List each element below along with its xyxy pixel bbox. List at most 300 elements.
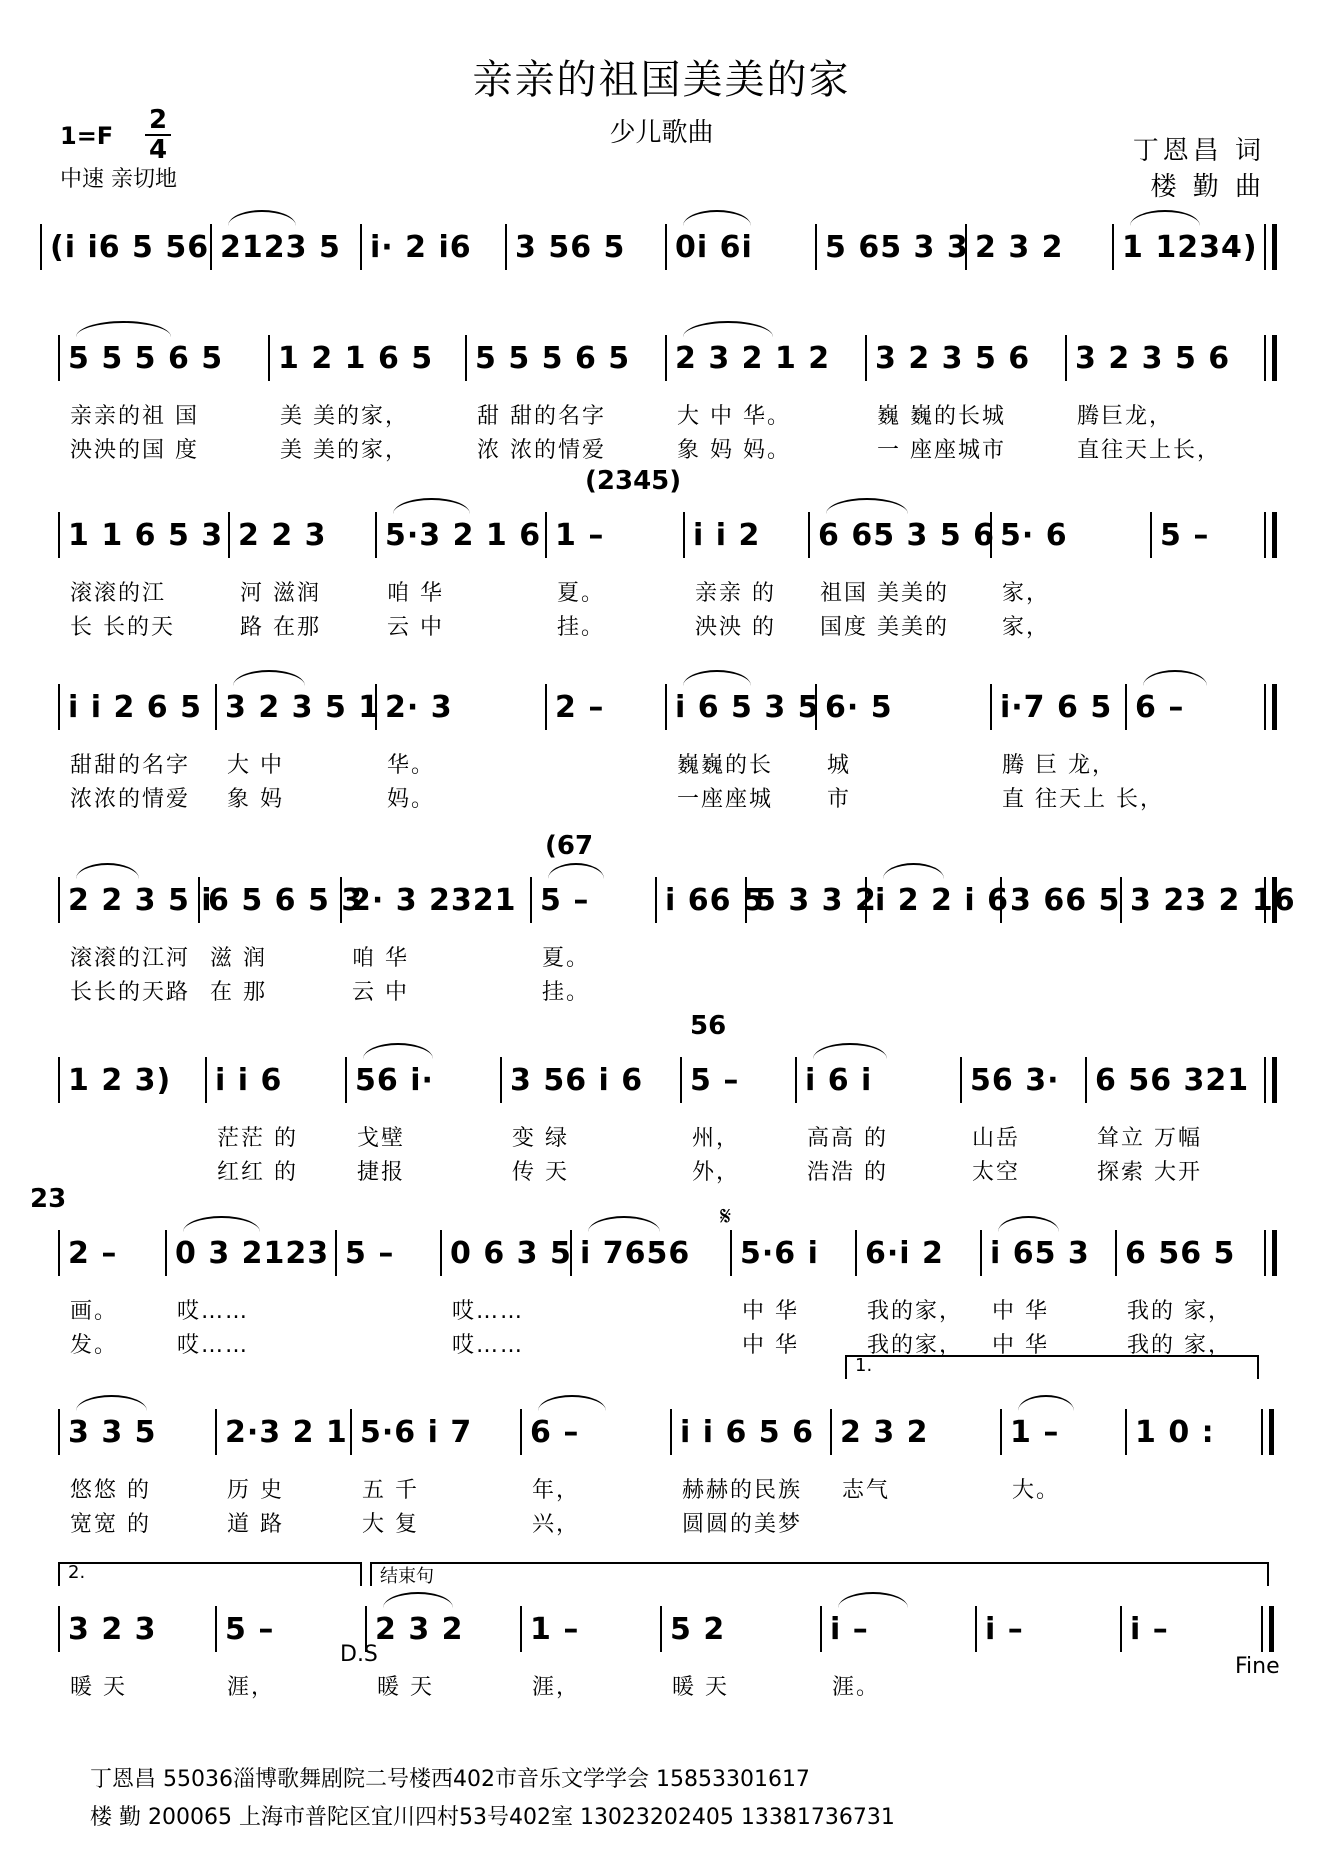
lyric-syllable-group: 哎…… bbox=[177, 1299, 250, 1324]
dal-segno-mark: D.S bbox=[340, 1642, 378, 1667]
lyric-syllable-group: 浩浩 的 bbox=[807, 1160, 888, 1185]
barline bbox=[830, 1409, 832, 1455]
measure: 5·3 2 1 6 bbox=[385, 517, 542, 553]
lyric-syllable-group: 夏。 bbox=[542, 946, 591, 971]
barline bbox=[1065, 335, 1067, 381]
lyric-syllable-group: 城 bbox=[827, 753, 852, 778]
slur-mark bbox=[1018, 1395, 1074, 1411]
lyric-syllable-group: 发。 bbox=[70, 1333, 119, 1358]
measure: 5·6 i 7 bbox=[360, 1414, 473, 1450]
lyric-syllable-group: 巍巍的长 bbox=[677, 753, 774, 778]
measure: 6 65 3 5 6 bbox=[818, 517, 996, 553]
measure: 6 – bbox=[1135, 689, 1185, 725]
time-signature bbox=[145, 106, 171, 164]
lyric-syllable-group: 腾 巨 龙， bbox=[1002, 753, 1116, 778]
lyric-syllable-group: 志气 bbox=[842, 1478, 891, 1503]
slur-mark bbox=[883, 863, 944, 879]
barline bbox=[215, 1409, 217, 1455]
lyric-syllable-group: 美 美的家， bbox=[280, 404, 409, 429]
measure: 56 3· bbox=[970, 1062, 1060, 1098]
lyric-syllable-group: 长长的天路 bbox=[70, 980, 191, 1005]
barline bbox=[815, 224, 817, 270]
slur-mark bbox=[683, 321, 773, 337]
measure: 2 3 2 bbox=[975, 229, 1064, 265]
barline bbox=[58, 877, 60, 923]
notes-row bbox=[0, 1604, 1323, 1654]
footer-contact-lyricist: 丁恩昌 55036淄博歌舞剧院二号楼西402市音乐文学学会 15853301617 bbox=[90, 1767, 810, 1792]
lyric-syllable-group: 云 中 bbox=[387, 615, 444, 640]
lyric-syllable-group: 涯， bbox=[532, 1675, 581, 1700]
slur-mark bbox=[228, 210, 296, 226]
measure: 6 56 321 bbox=[1095, 1062, 1250, 1098]
slur-mark bbox=[813, 1043, 887, 1059]
lyric-syllable-group: 我的家， bbox=[867, 1333, 964, 1358]
lyric-syllable-group: 泱泱的国 度 bbox=[70, 438, 199, 463]
ossia-notes: (67 bbox=[545, 831, 594, 861]
measure: 0i 6i bbox=[675, 229, 753, 265]
lyric-syllable-group: 巍 巍的长城 bbox=[877, 404, 1006, 429]
barline bbox=[665, 684, 667, 730]
lyric-syllable-group: 年， bbox=[532, 1478, 581, 1503]
measure: 3 56 5 bbox=[515, 229, 626, 265]
lyricist-credit: 丁恩昌 词 bbox=[1132, 136, 1265, 166]
barline bbox=[1120, 877, 1122, 923]
notes-row bbox=[0, 333, 1323, 383]
lyric-syllable-group: 中 华 bbox=[742, 1333, 799, 1358]
barline bbox=[820, 1606, 822, 1652]
system-end-barline bbox=[1264, 1230, 1277, 1276]
measure: i 2 2 i 6 bbox=[875, 882, 1009, 918]
slur-mark bbox=[76, 1395, 147, 1411]
system-end-barline bbox=[1264, 877, 1277, 923]
lyric-syllable-group: 河 滋润 bbox=[240, 581, 321, 606]
measure: 2 – bbox=[555, 689, 605, 725]
measure: 3 66 5 bbox=[1010, 882, 1121, 918]
slur-mark bbox=[363, 1043, 433, 1059]
barline bbox=[350, 1409, 352, 1455]
lyric-syllable-group: 哎…… bbox=[452, 1299, 525, 1324]
slur-mark bbox=[998, 1216, 1059, 1232]
footer-contact-composer: 楼 勤 200065 上海市普陀区宜川四村53号402室 13023202405 13381736731 bbox=[90, 1805, 895, 1830]
lyric-syllable-group: 滚滚的江 bbox=[70, 581, 167, 606]
lyric-syllable-group: 在 那 bbox=[210, 980, 267, 1005]
barline bbox=[215, 684, 217, 730]
lyric-syllable-group: 市 bbox=[827, 787, 852, 812]
lyric-syllable-group: 象 妈 妈。 bbox=[677, 438, 791, 463]
lyric-syllable-group: 耸立 万幅 bbox=[1097, 1126, 1202, 1151]
barline bbox=[1000, 1409, 1002, 1455]
barline bbox=[545, 684, 547, 730]
slur-mark bbox=[233, 670, 305, 686]
lyric-syllable-group: 浓 浓的情爱 bbox=[477, 438, 606, 463]
barline bbox=[375, 512, 377, 558]
system-end-barline bbox=[1264, 684, 1277, 730]
slur-mark bbox=[683, 210, 751, 226]
lyric-syllable-group: 挂。 bbox=[542, 980, 591, 1005]
barline bbox=[1150, 512, 1152, 558]
barline bbox=[1000, 877, 1002, 923]
measure: i 7656 bbox=[580, 1235, 691, 1271]
barline bbox=[865, 335, 867, 381]
lyric-syllable-group: 云 中 bbox=[352, 980, 409, 1005]
measure: (i i6 5 56 bbox=[50, 229, 210, 265]
barline bbox=[1125, 1409, 1127, 1455]
lyric-syllable-group: 涯。 bbox=[832, 1675, 881, 1700]
fine-mark: Fine bbox=[1235, 1654, 1280, 1679]
barline bbox=[1085, 1057, 1087, 1103]
measure: 1 2 1 6 5 bbox=[278, 340, 434, 376]
measure: i – bbox=[830, 1611, 869, 1647]
lyric-syllable-group: 中 华 bbox=[992, 1333, 1049, 1358]
barline bbox=[268, 335, 270, 381]
song-title: 亲亲的祖国美美的家 bbox=[472, 57, 851, 103]
measure: 3 2 3 bbox=[68, 1611, 157, 1647]
measure: 5 – bbox=[540, 882, 590, 918]
lyric-syllable-group: 道 路 bbox=[227, 1512, 284, 1537]
lyric-syllable-group: 象 妈 bbox=[227, 787, 284, 812]
lyric-syllable-group: 家， bbox=[1002, 615, 1051, 640]
measure: 6· 5 bbox=[825, 689, 893, 725]
lyric-syllable-group: 圆圆的美梦 bbox=[682, 1512, 803, 1537]
lyric-syllable-group: 美 美的家， bbox=[280, 438, 409, 463]
lyric-syllable-group: 太空 bbox=[972, 1160, 1021, 1185]
measure: i i 6 bbox=[215, 1062, 283, 1098]
barline bbox=[855, 1230, 857, 1276]
barline bbox=[1120, 1606, 1122, 1652]
system-end-barline bbox=[1264, 1057, 1277, 1103]
slur-mark bbox=[393, 498, 470, 514]
barline bbox=[530, 877, 532, 923]
lyric-syllable-group: 大。 bbox=[1012, 1478, 1061, 1503]
barline bbox=[340, 877, 342, 923]
barline bbox=[570, 1230, 572, 1276]
segno-sign: 𝄋 bbox=[720, 1202, 732, 1232]
lyric-verse-2 bbox=[0, 1155, 1323, 1185]
barline bbox=[58, 512, 60, 558]
lyric-syllable-group: 一 座座城市 bbox=[877, 438, 1006, 463]
lyric-syllable-group: 一座座城 bbox=[677, 787, 774, 812]
lyric-syllable-group: 滚滚的江河 bbox=[70, 946, 191, 971]
measure: 3 23 2 16 bbox=[1130, 882, 1296, 918]
barline bbox=[500, 1057, 502, 1103]
measure: 5·6 i bbox=[740, 1235, 819, 1271]
lyric-verse-1 bbox=[0, 399, 1323, 429]
lyric-syllable-group: 历 史 bbox=[227, 1478, 284, 1503]
slur-mark bbox=[548, 863, 604, 879]
lyric-syllable-group: 咱 华 bbox=[352, 946, 409, 971]
volta-first-ending bbox=[845, 1355, 1259, 1379]
barline bbox=[990, 512, 992, 558]
system-end-barline bbox=[1261, 1409, 1274, 1455]
lyric-syllable-group: 涯， bbox=[227, 1675, 276, 1700]
barline bbox=[165, 1230, 167, 1276]
barline bbox=[215, 1606, 217, 1652]
measure: 6 – bbox=[530, 1414, 580, 1450]
lyric-verse-2 bbox=[0, 975, 1323, 1005]
lyric-syllable-group: 暖 天 bbox=[377, 1675, 434, 1700]
slur-mark bbox=[383, 1592, 453, 1608]
lyric-syllable-group: 直往天上长， bbox=[1077, 438, 1222, 463]
volta-label: 1. bbox=[855, 1355, 873, 1376]
lyric-verse-1 bbox=[0, 576, 1323, 606]
measure: 3 2 3 5 1 bbox=[225, 689, 381, 725]
notes-row bbox=[0, 875, 1323, 925]
lyric-syllable-group: 画。 bbox=[70, 1299, 119, 1324]
barline bbox=[335, 1230, 337, 1276]
barline bbox=[975, 1606, 977, 1652]
measure: i i 6 5 6 bbox=[680, 1414, 814, 1450]
lyric-syllable-group: 红红 的 bbox=[217, 1160, 298, 1185]
lyric-syllable-group: 大 中 华。 bbox=[677, 404, 791, 429]
measure: 1 1234) bbox=[1122, 229, 1258, 265]
barline bbox=[205, 1057, 207, 1103]
lyric-syllable-group: 暖 天 bbox=[70, 1675, 127, 1700]
measure: 5 3 3 2 bbox=[755, 882, 877, 918]
meter-bottom: 4 bbox=[145, 134, 171, 164]
lyric-syllable-group: 挂。 bbox=[557, 615, 606, 640]
measure: 1 0 : bbox=[1135, 1414, 1215, 1450]
barline bbox=[965, 224, 967, 270]
barline bbox=[815, 684, 817, 730]
measure: 5 5 5 6 5 bbox=[475, 340, 631, 376]
ossia-notes: (2345) bbox=[585, 466, 682, 496]
slur-mark bbox=[588, 1216, 660, 1232]
barline bbox=[465, 335, 467, 381]
lyric-verse-1 bbox=[0, 941, 1323, 971]
lyric-syllable-group: 滋 润 bbox=[210, 946, 267, 971]
lyric-syllable-group: 茫茫 的 bbox=[217, 1126, 298, 1151]
lyric-syllable-group: 哎…… bbox=[452, 1333, 525, 1358]
tempo-marking: 中速 亲切地 bbox=[60, 167, 177, 192]
measure: 2 3 2 bbox=[375, 1611, 464, 1647]
measure: 56 i· bbox=[355, 1062, 434, 1098]
barline bbox=[58, 684, 60, 730]
measure: i· 2 i6 bbox=[370, 229, 472, 265]
measure: 2· 3 2321 bbox=[350, 882, 517, 918]
measure: 1 – bbox=[1010, 1414, 1060, 1450]
slur-mark bbox=[1130, 210, 1200, 226]
barline bbox=[210, 224, 212, 270]
lyric-verse-1 bbox=[0, 1670, 1323, 1700]
slur-mark bbox=[76, 321, 171, 337]
slur-mark bbox=[183, 1216, 260, 1232]
measure: i – bbox=[985, 1611, 1024, 1647]
barline bbox=[58, 1230, 60, 1276]
lyric-syllable-group: 变 绿 bbox=[512, 1126, 569, 1151]
barline bbox=[40, 224, 42, 270]
ossia-notes: 56 bbox=[690, 1011, 727, 1041]
lyric-syllable-group: 中 华 bbox=[742, 1299, 799, 1324]
meter-top: 2 bbox=[148, 105, 168, 135]
lyric-syllable-group: 国度 美美的 bbox=[820, 615, 949, 640]
barline bbox=[375, 684, 377, 730]
measure: i i 2 6 5 bbox=[68, 689, 202, 725]
notes-row bbox=[0, 510, 1323, 560]
slur-mark bbox=[826, 498, 908, 514]
lyric-syllable-group: 山岳 bbox=[972, 1126, 1021, 1151]
lyric-syllable-group: 路 在那 bbox=[240, 615, 321, 640]
measure: i 6 5 3 5 bbox=[675, 689, 820, 725]
measure: 2 3 2 1 2 bbox=[675, 340, 831, 376]
barline bbox=[58, 1057, 60, 1103]
lyric-syllable-group: 亲亲 的 bbox=[695, 581, 776, 606]
measure: 2· 3 bbox=[385, 689, 453, 725]
barline bbox=[1112, 224, 1114, 270]
measure: 1 – bbox=[530, 1611, 580, 1647]
barline bbox=[228, 512, 230, 558]
measure: 5 – bbox=[225, 1611, 275, 1647]
measure: 3 3 5 bbox=[68, 1414, 157, 1450]
barline bbox=[665, 335, 667, 381]
lyric-syllable-group: 大 复 bbox=[362, 1512, 419, 1537]
barline bbox=[660, 1606, 662, 1652]
lyric-syllable-group: 泱泱 的 bbox=[695, 615, 776, 640]
lyric-verse-1 bbox=[0, 1473, 1323, 1503]
measure: 0 6 3 5 bbox=[450, 1235, 572, 1271]
lyric-syllable-group: 长 长的天 bbox=[70, 615, 175, 640]
lyric-syllable-group: 中 华 bbox=[992, 1299, 1049, 1324]
measure: 6 56 5 bbox=[1125, 1235, 1236, 1271]
barline bbox=[865, 877, 867, 923]
notes-row bbox=[0, 682, 1323, 732]
measure: 2 2 3 5 i bbox=[68, 882, 213, 918]
slur-mark bbox=[538, 1395, 606, 1411]
song-subtitle: 少儿歌曲 bbox=[609, 118, 714, 148]
measure: 2 3 2 bbox=[840, 1414, 929, 1450]
lyric-syllable-group: 我的 家， bbox=[1127, 1333, 1232, 1358]
lyric-verse-2 bbox=[0, 433, 1323, 463]
lyric-verse-1 bbox=[0, 1294, 1323, 1324]
lyric-syllable-group: 家， bbox=[1002, 581, 1051, 606]
measure: 2 – bbox=[68, 1235, 118, 1271]
measure: i·7 6 5 bbox=[1000, 689, 1113, 725]
lyric-syllable-group: 我的 家， bbox=[1127, 1299, 1232, 1324]
measure: 2 2 3 bbox=[238, 517, 327, 553]
lyric-syllable-group: 夏。 bbox=[557, 581, 606, 606]
barline bbox=[360, 224, 362, 270]
lyric-syllable-group: 大 中 bbox=[227, 753, 284, 778]
measure: 6·i 2 bbox=[865, 1235, 944, 1271]
coda-label: 结束句 bbox=[380, 1566, 434, 1587]
barline bbox=[980, 1230, 982, 1276]
lyric-syllable-group: 甜甜的名字 bbox=[70, 753, 191, 778]
barline bbox=[683, 512, 685, 558]
measure: 1 1 6 5 3 bbox=[68, 517, 224, 553]
barline bbox=[58, 1409, 60, 1455]
lyric-syllable-group: 华。 bbox=[387, 753, 436, 778]
key-signature: 1=F bbox=[60, 122, 114, 150]
measure: 3 56 i 6 bbox=[510, 1062, 644, 1098]
barline bbox=[665, 224, 667, 270]
measure: 2·3 2 1 bbox=[225, 1414, 348, 1450]
lyric-verse-2 bbox=[0, 610, 1323, 640]
measure: 5 – bbox=[690, 1062, 740, 1098]
notes-row bbox=[0, 1228, 1323, 1278]
measure: 1 – bbox=[555, 517, 605, 553]
system-end-barline bbox=[1261, 1606, 1274, 1652]
composer-credit: 楼 勤 曲 bbox=[1150, 172, 1265, 202]
barline bbox=[505, 224, 507, 270]
lyric-syllable-group: 腾巨龙， bbox=[1077, 404, 1174, 429]
barline bbox=[655, 877, 657, 923]
barline bbox=[680, 1057, 682, 1103]
slur-mark bbox=[838, 1592, 908, 1608]
lyric-syllable-group: 直 往天上 长， bbox=[1002, 787, 1164, 812]
measure: i 65 3 bbox=[990, 1235, 1090, 1271]
lyric-syllable-group: 捷报 bbox=[357, 1160, 406, 1185]
barline bbox=[58, 335, 60, 381]
lyric-verse-2 bbox=[0, 782, 1323, 812]
lyric-syllable-group: 悠悠 的 bbox=[70, 1478, 151, 1503]
measure: 5 5 5 6 5 bbox=[68, 340, 224, 376]
lyric-syllable-group: 亲亲的祖 国 bbox=[70, 404, 199, 429]
measure: 6 5 6 5 3 bbox=[208, 882, 364, 918]
measure: 3 2 3 5 6 bbox=[1075, 340, 1231, 376]
lyric-syllable-group: 浓浓的情爱 bbox=[70, 787, 191, 812]
system-end-barline bbox=[1264, 512, 1277, 558]
barline bbox=[990, 684, 992, 730]
notes-row bbox=[0, 222, 1323, 272]
lyric-syllable-group: 宽宽 的 bbox=[70, 1512, 151, 1537]
lyric-syllable-group: 我的家， bbox=[867, 1299, 964, 1324]
lyric-verse-1 bbox=[0, 1121, 1323, 1151]
barline bbox=[745, 877, 747, 923]
slur-mark bbox=[1143, 670, 1207, 686]
lyric-syllable-group: 州， bbox=[692, 1126, 741, 1151]
slur-mark bbox=[76, 863, 139, 879]
barline bbox=[58, 1606, 60, 1652]
lyric-syllable-group: 甜 甜的名字 bbox=[477, 404, 606, 429]
barline bbox=[198, 877, 200, 923]
lyric-syllable-group: 妈。 bbox=[387, 787, 436, 812]
barline bbox=[520, 1606, 522, 1652]
volta-label: 2. bbox=[68, 1562, 86, 1583]
lyric-verse-1 bbox=[0, 748, 1323, 778]
measure: i i 2 bbox=[693, 517, 761, 553]
lyric-verse-2 bbox=[0, 1328, 1323, 1358]
barline bbox=[670, 1409, 672, 1455]
barline bbox=[345, 1057, 347, 1103]
barline bbox=[960, 1057, 962, 1103]
lyric-syllable-group: 兴， bbox=[532, 1512, 581, 1537]
measure: 3 2 3 5 6 bbox=[875, 340, 1031, 376]
lyric-syllable-group: 哎…… bbox=[177, 1333, 250, 1358]
measure: i 66 5 bbox=[665, 882, 765, 918]
barline bbox=[808, 512, 810, 558]
system-end-barline bbox=[1264, 224, 1277, 270]
barline bbox=[545, 512, 547, 558]
volta-second-ending bbox=[58, 1562, 362, 1586]
measure: 5 2 bbox=[670, 1611, 726, 1647]
lyric-syllable-group: 咱 华 bbox=[387, 581, 444, 606]
barline bbox=[730, 1230, 732, 1276]
lyric-syllable-group: 赫赫的民族 bbox=[682, 1478, 803, 1503]
lyric-syllable-group: 传 天 bbox=[512, 1160, 569, 1185]
system-end-barline bbox=[1264, 335, 1277, 381]
notes-row bbox=[0, 1055, 1323, 1105]
lyric-syllable-group: 探索 大开 bbox=[1097, 1160, 1202, 1185]
barline bbox=[520, 1409, 522, 1455]
coda-bracket bbox=[370, 1562, 1269, 1586]
lyric-syllable-group: 戈壁 bbox=[357, 1126, 406, 1151]
measure: 0 3 2123 bbox=[175, 1235, 330, 1271]
barline bbox=[1125, 684, 1127, 730]
barline bbox=[1115, 1230, 1117, 1276]
barline bbox=[795, 1057, 797, 1103]
measure: 5 – bbox=[1160, 517, 1210, 553]
ossia-notes: 23 bbox=[30, 1184, 67, 1214]
lyric-syllable-group: 暖 天 bbox=[672, 1675, 729, 1700]
